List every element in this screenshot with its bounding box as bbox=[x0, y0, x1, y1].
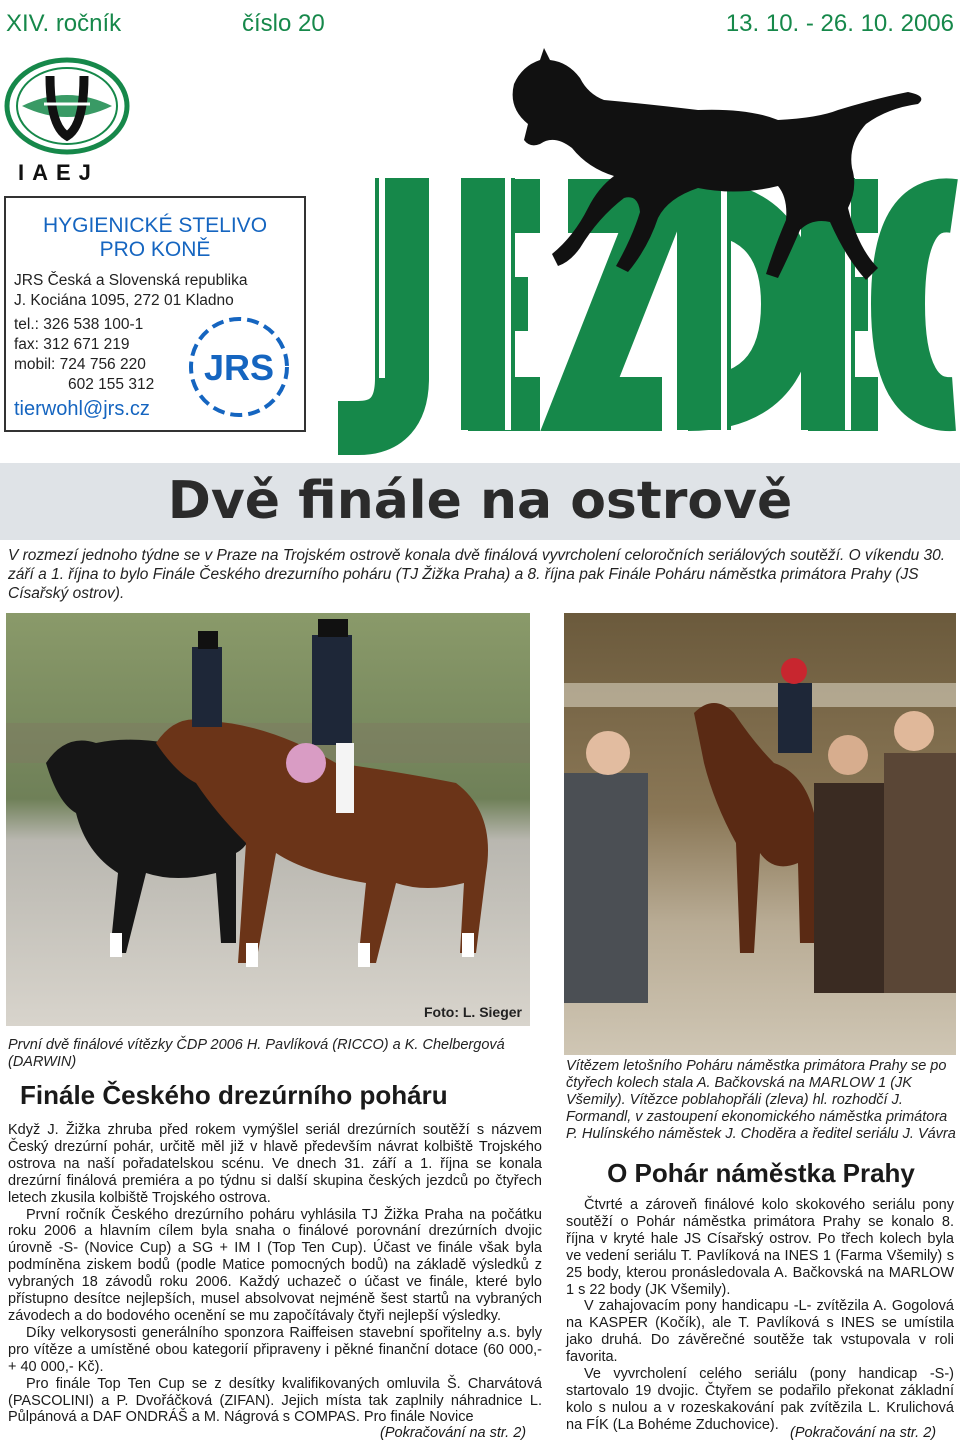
photo2-caption: Vítězem letošního Poháru náměstka primátora Prahy se po čtyřech kolech stala A. Bačkovská na MARLOW 1 (JK Všemily). Vítězce poblahopřáli (zleva) hl. rozhodčí J. Formandl, v zastoupení ekonomického náměstka primátora P. Hulínského náměstek J. Choděra a ředitel seriálu J. Vávra bbox=[566, 1058, 956, 1142]
advert-heading-2: PRO KONĚ bbox=[99, 238, 211, 261]
advert-mobile-2: 602 155 312 bbox=[68, 376, 155, 393]
photo1-caption: První dvě finálové vítězky ČDP 2006 H. Pavlíková (RICCO) a K. Chelbergová (DARWIN) bbox=[8, 1037, 505, 1070]
article2-body bbox=[566, 1197, 954, 1434]
issue-dates: 13. 10. - 26. 10. 2006 bbox=[725, 10, 954, 37]
advert-company: JRS Česká a Slovenská republika bbox=[14, 272, 248, 289]
masthead-jezdec bbox=[318, 48, 958, 458]
advert-mobile-1: mobil: 724 756 220 bbox=[14, 356, 146, 373]
main-headline: Dvě finále na ostrově bbox=[167, 471, 793, 531]
photo-dressage-winners bbox=[6, 613, 530, 1026]
masthead-text: JEZDEC bbox=[318, 48, 322, 49]
jrs-logo-text: JRS bbox=[203, 347, 275, 388]
advert-tel: tel.: 326 538 100-1 bbox=[14, 316, 144, 333]
dressage-photo-image bbox=[6, 613, 530, 1026]
article1-paragraph: Když J. Žižka zhruba před rokem vymýšlel seriál drezúrních soutěží s názvem Český drezúrní pohár, určitě měl již v hlavě především návrat kolbiště Trojského ostrova na naší pořadatelskou scénu. Ve dnech 31. září a 1. října se konala drezúrní finálová premiéra a po týdnu si další skupina českých jezdců po čtyřech letech zkusila kolbiště Trojského ostrova. bbox=[8, 1122, 542, 1206]
photo-credit: Foto: L. Sieger bbox=[424, 1004, 522, 1020]
advert-heading-1: HYGIENICKÉ STELIVO bbox=[42, 214, 268, 237]
article1-body bbox=[8, 1122, 542, 1426]
article2-paragraph: Čtvrté a zároveň finálové kolo skokového seriálu pony soutěží o Pohár náměstka primátora Prahy se konalo 8. října v kryté hale JS Císařský ostrov. Po třech kolech byla ve vedení seriálu T. Pavlíková na INES 1 (Farma Všemily) s 25 body, kterou pronásledovala A. Bačkovská na MARLOW 1 s 22 body (JK Všemily). bbox=[566, 1197, 954, 1298]
iaej-logo bbox=[4, 56, 130, 156]
article1-paragraph: První ročník Českého drezúrního poháru vyhlásila TJ Žižka Praha na počátku roku 2006 a hlavním cílem byla snaha o finálové porovnání drezúrních dvojic úrovně -S- (Novice Cup) a SG + IM I (Top Ten Cup). Účast ve finále však byla podmíněna ziskem bodů (podle Matice pomocných bodů) na základě výsledků z vybraných 18 závodů roku 2006. Každý uchazeč o účast ve finále, které bylo přístupno desítce nejlepších, musel absolvovat nejméně šest startů na vybraných závodech a do bodového ocenění se mu započítávaly čtyři nejlepší výsledky. bbox=[8, 1206, 542, 1324]
lead-paragraph: V rozmezí jednoho týdne se v Praze na Trojském ostrově konala dvě finálová vyvrcholení celoročních seriálových soutěží. O víkendu 30. září a 1. října to bylo Finále Českého drezurního poháru (TJ Žižka Praha) a 8. října pak Finále Poháru náměstka primátora Prahy (JS Císařský ostrov). bbox=[8, 547, 946, 602]
jrs-logo bbox=[184, 312, 294, 422]
photo-pony-winner bbox=[564, 613, 956, 1055]
article2-paragraph: V zahajovacím pony handicapu -L- zvítězila A. Gogolová na KASPER (Kočík), ale T. Pavlíková s INES se umístila jako druhá. Do závěrečné soutěže tak vstupovala v roli favorita. bbox=[566, 1298, 954, 1366]
article1-paragraph: Pro finále Top Ten Cup se z desítky kvalifikovaných omluvila Š. Charvátová (PASCOLINI) a P. Dvořáčková (ZIFAN). Jejich místa tak zaplnily náhradnice L. Půlpánová a DAF ONDRÁŠ a M. Nágrová s COMPAS. Pro finále Novice bbox=[8, 1375, 542, 1426]
advert-email: tierwohl@jrs.cz bbox=[14, 398, 150, 420]
issue-number: číslo 20 bbox=[242, 10, 325, 37]
article2-continuation: (Pokračování na str. 2) bbox=[790, 1425, 937, 1441]
advert-fax: fax: 312 671 219 bbox=[14, 336, 130, 353]
article2-paragraph: Ve vyvrcholení celého seriálu (pony handicap -S-) startovalo 19 dvojic. Čtyřem se podařilo překonat základní kolo s nulou a v rozeskakování pak zvítězila L. Krulichová na FÍK (La Bohéme Zduchovice). bbox=[566, 1366, 954, 1433]
headline-banner bbox=[0, 463, 960, 540]
advert-box bbox=[4, 196, 306, 432]
pony-photo-image bbox=[564, 613, 956, 1055]
iaej-wordmark: IAEJ bbox=[18, 160, 99, 185]
article1-paragraph: Díky velkorysosti generálního sponzora Raiffeisen stavební spořitelny a.s. byly pro vítěze a umístěné obou kategorií připraveny i pěkné finanční dotace (60 000,- + 40 000,- Kč). bbox=[8, 1324, 542, 1375]
article1-continuation: (Pokračování na str. 2) bbox=[380, 1425, 527, 1441]
article2-title: O Pohár náměstka Prahy bbox=[607, 1158, 915, 1188]
article1-title: Finále Českého drezúrního poháru bbox=[20, 1080, 448, 1110]
advert-address: J. Kociána 1095, 272 01 Kladno bbox=[14, 292, 234, 309]
issue-info-bar bbox=[0, 0, 960, 52]
volume-label: XIV. ročník bbox=[6, 10, 122, 37]
